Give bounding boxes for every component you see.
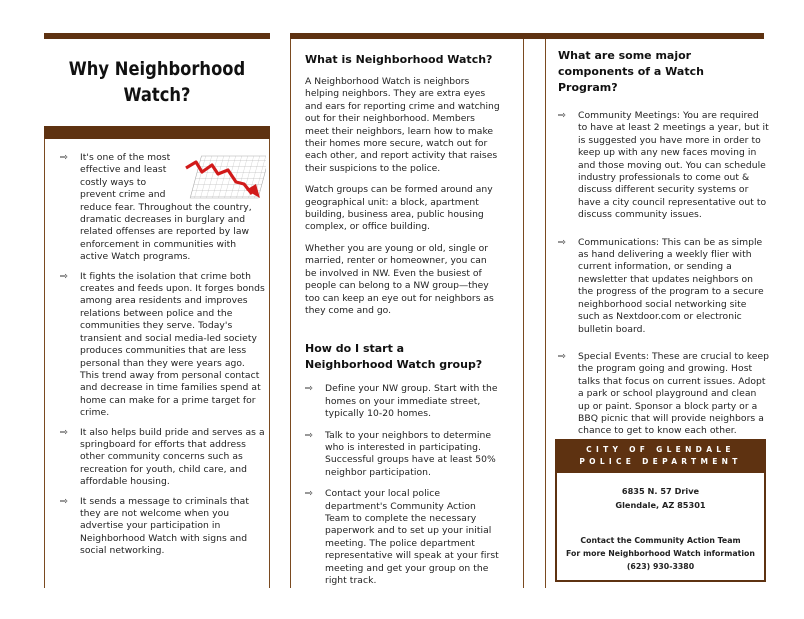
list-item-text: Special Events: These are crucial to keep the program going and growing. Host talks that focus on current issues. Adopt a park or school playground and clean up or paint. Sponsor a block party or a BBQ picnic that will provide neighbors a chance to get to know each other. <box>578 350 770 437</box>
components-section <box>558 48 770 453</box>
list-item <box>60 427 266 489</box>
arrow-bullet-icon: ⇨ <box>305 488 314 500</box>
list-item-text: It's one of the most effective and least costly ways to prevent crime and reduce fear. Throughout the country, dramatic decreases in burglary and related offenses are reported by law enforcement in communities with active Watch programs. <box>80 152 252 263</box>
address-line: Glendale, AZ 85301 <box>615 500 706 510</box>
contact-header <box>557 441 764 473</box>
paragraph: Whether you are young or old, single or married, renter or homeowner, you can be involved in NW. Even the busiest of people can belong to a NW group—they too can keep an eye out for neighbors as they come and go. <box>305 242 494 316</box>
contact-header-department: POLICE DEPARTMENT <box>579 457 742 466</box>
section-heading: How do I start a Neighborhood Watch group? <box>305 342 483 372</box>
panel1-right-rule <box>269 139 270 588</box>
arrow-bullet-icon: ⇨ <box>60 152 69 163</box>
contact-info <box>557 534 764 573</box>
list-item <box>60 271 266 420</box>
panel2-top-bar <box>290 33 764 39</box>
panel1-header-bar <box>44 126 270 139</box>
arrow-bullet-icon: ⇨ <box>305 383 314 395</box>
contact-header-city: CITY OF GLENDALE <box>586 445 735 454</box>
address-line: 6835 N. 57 Drive <box>621 486 700 496</box>
arrow-bullet-icon: ⇨ <box>558 236 567 248</box>
arrow-bullet-icon: ⇨ <box>558 350 567 362</box>
list-item <box>558 351 770 438</box>
list-item-text: Define your NW group. Start with the homes on your immediate street, typically 10-20 homes. <box>325 383 498 420</box>
list-item-text: It sends a message to criminals that they are not welcome when you advertise your participation in Neighborhood Watch with signs and social networking. <box>80 495 249 557</box>
paragraph: Watch groups can be formed around any geographical unit: a block, apartment building, business area, public housing complex, or office building. <box>305 184 493 233</box>
list-item-text: It also helps build pride and serves as a springboard for efforts that address other community concerns such as recreation for youth, child care, and affordable housing. <box>80 426 265 488</box>
panel1-top-bar <box>44 33 270 39</box>
list-item-text: Communications: This can be as simple as hand delivering a weekly flier with current information, or sending a newsletter that updates neighbors on the progress of the program to a secure neighborhood social networking site such as Nextdoor.com or electronic bulletin board. <box>578 236 764 335</box>
page-title: Why Neighborhood Watch? <box>68 58 246 106</box>
list-item <box>558 110 770 222</box>
list-item-text: Community Meetings: You are required to have at least 2 meetings a year, but it is suggested you have more in order to keep up with any new faces moving in and those moving out. You can schedule industry professionals to come out & discuss different security systems or have a city council representative out to discuss community issues. <box>578 110 769 221</box>
arrow-bullet-icon: ⇨ <box>558 110 567 121</box>
list-item <box>558 237 770 336</box>
arrow-bullet-icon: ⇨ <box>60 270 69 282</box>
arrow-bullet-icon: ⇨ <box>60 495 69 507</box>
contact-phone: (623) 930-3380 <box>626 562 695 571</box>
contact-address <box>557 484 764 512</box>
list-item <box>305 383 500 420</box>
list-item-text: It fights the isolation that crime both creates and feeds upon. It forges bonds among area residents and improves relations between police and the communities they serve. Today's transient and social media-led society produces communities that are less personal than they were years ago. This trend away from personal contact and decrease in time families spend at home can make for a prime target for crime. <box>80 270 265 419</box>
list-item <box>60 152 266 264</box>
panel1-left-rule <box>44 139 45 588</box>
panel2-left-rule <box>290 39 291 588</box>
arrow-bullet-icon: ⇨ <box>60 426 69 438</box>
list-item <box>305 488 500 587</box>
contact-cta: Contact the Community Action Team <box>580 536 741 545</box>
list-item <box>305 430 500 480</box>
paragraph: A Neighborhood Watch is neighbors helping neighbors. They are extra eyes and ears for reporting crime and watching out for their neighborhood. Members meet their neighbors, learn how to make their homes more secure, watch out for each other, and report activity that raises their suspicions to the police. <box>305 76 500 174</box>
list-item-text: Talk to your neighbors to determine who is interested in participating. Successful groups have at least 50% neighbor participation. <box>325 429 496 478</box>
panel3-left-rule <box>545 39 546 588</box>
what-is-section <box>305 52 500 596</box>
why-list <box>60 152 266 565</box>
list-item <box>60 496 266 558</box>
section-heading: What are some major components of a Watch Program? <box>558 49 704 94</box>
panel2-right-rule <box>523 39 524 588</box>
arrow-bullet-icon: ⇨ <box>305 429 314 441</box>
contact-info-line: For more Neighborhood Watch information <box>566 549 755 558</box>
list-item-text: Contact your local police department's Community Action Team to complete the necessary paperwork and to set up your initial meeting. The police department representative will speak at your first meeting and get your group on the right track. <box>325 488 499 586</box>
declining-crime-chart-icon <box>184 154 266 200</box>
contact-box <box>555 439 766 582</box>
section-heading: What is Neighborhood Watch? <box>305 53 493 66</box>
